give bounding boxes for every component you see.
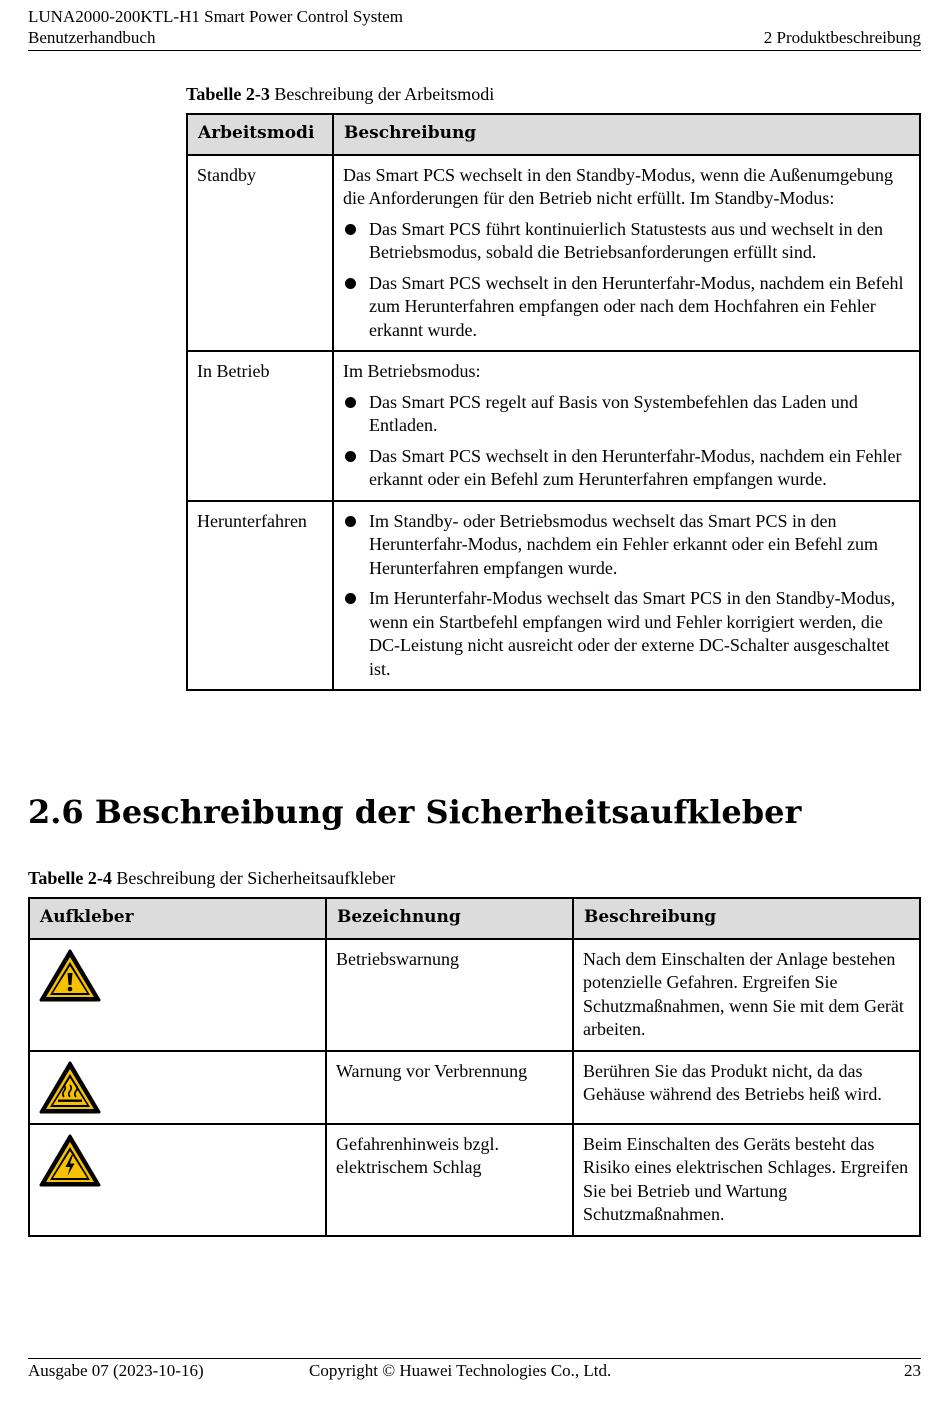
footer-divider [28, 1358, 921, 1359]
label-cell [29, 1124, 326, 1236]
table-row [29, 1051, 920, 1124]
description-cell [333, 501, 920, 691]
table-2-4-caption-label: Tabelle 2-4 [28, 868, 112, 888]
table-row [187, 155, 920, 352]
description-intro: Das Smart PCS wechselt in den Standby-Modus, wenn die Außenumgebung die Anforderungen für den Betrieb nicht erfüllt. Im Standby-Modus: [343, 164, 893, 208]
header-chapter: 2 Produktbeschreibung [763, 28, 921, 47]
operating-modes-table [186, 113, 921, 691]
column-header-label: Aufkleber [29, 898, 326, 939]
bullet-item: Das Smart PCS führt kontinuierlich Statustests aus und wechselt in den Betriebsmodus, sobald die Betriebsanforderungen erfüllt sind. [343, 218, 910, 265]
name-cell: Gefahrenhinweis bzgl. elektrischem Schlag [326, 1124, 573, 1236]
electric-shock-warning-icon [39, 1134, 101, 1188]
header-divider [28, 50, 921, 51]
table-header-row [29, 898, 920, 939]
section-heading: 2.6 Beschreibung der Sicherheitsaufkleber [28, 793, 802, 831]
table-2-3-caption [186, 83, 494, 105]
footer-issue: Ausgabe 07 (2023-10-16) [28, 1361, 204, 1380]
label-cell [29, 1051, 326, 1124]
description-cell [333, 155, 920, 352]
table-row [187, 501, 920, 691]
table-2-3-caption-text: Beschreibung der Arbeitsmodi [274, 84, 495, 104]
bullet-item: Das Smart PCS wechselt in den Herunterfahr-Modus, nachdem ein Fehler erkannt oder ein Befehl zum Herunterfahren empfangen wurde. [343, 445, 910, 492]
description-cell: Beim Einschalten des Geräts besteht das Risiko eines elektrischen Schlages. Ergreifen Sie bei Betrieb und Wartung Schutzmaßnahmen. [573, 1124, 920, 1236]
mode-cell: Herunterfahren [187, 501, 333, 691]
table-2-4-caption [28, 867, 395, 889]
column-header-description: Beschreibung [573, 898, 920, 939]
bullet-list [343, 391, 910, 492]
page-footer [28, 1360, 921, 1381]
name-cell: Warnung vor Verbrennung [326, 1051, 573, 1124]
description-cell: Nach dem Einschalten der Anlage bestehen potenzielle Gefahren. Ergreifen Sie Schutzmaßnahmen, wenn Sie mit dem Gerät arbeiten. [573, 939, 920, 1051]
label-cell [29, 939, 326, 1051]
bullet-list [343, 510, 910, 682]
table-header-row [187, 114, 920, 155]
table-2-3-caption-label: Tabelle 2-3 [186, 84, 270, 104]
bullet-item: Das Smart PCS wechselt in den Herunterfahr-Modus, nachdem ein Befehl zum Herunterfahren empfangen oder nach dem Hochfahren ein Fehler erkannt wurde. [343, 272, 910, 343]
header-manual-title: Benutzerhandbuch [28, 28, 156, 47]
table-2-4-caption-text: Beschreibung der Sicherheitsaufkleber [116, 868, 396, 888]
column-header-description: Beschreibung [333, 114, 920, 155]
bullet-item: Das Smart PCS regelt auf Basis von Systembefehlen das Laden und Entladen. [343, 391, 910, 438]
table-row [187, 351, 920, 501]
description-cell: Berühren Sie das Produkt nicht, da das Gehäuse während des Betriebs heiß wird. [573, 1051, 920, 1124]
bullet-list [343, 218, 910, 343]
page-header [28, 6, 921, 48]
mode-cell: Standby [187, 155, 333, 352]
description-cell [333, 351, 920, 501]
mode-cell: In Betrieb [187, 351, 333, 501]
bullet-item: Im Standby- oder Betriebsmodus wechselt das Smart PCS in den Herunterfahr-Modus, nachdem ein Fehler erkannt oder ein Befehl zum Herunterfahren empfangen wurde. [343, 510, 910, 581]
general-warning-icon [39, 949, 101, 1003]
hot-surface-warning-icon [39, 1061, 101, 1115]
safety-labels-table [28, 897, 921, 1237]
name-cell: Betriebswarnung [326, 939, 573, 1051]
column-header-mode: Arbeitsmodi [187, 114, 333, 155]
table-row [29, 939, 920, 1051]
column-header-name: Bezeichnung [326, 898, 573, 939]
page-number: 23 [904, 1361, 921, 1380]
header-product-title: LUNA2000-200KTL-H1 Smart Power Control System [28, 7, 403, 26]
bullet-item: Im Herunterfahr-Modus wechselt das Smart PCS in den Standby-Modus, wenn ein Startbefehl empfangen wird und Fehler korrigiert werden, die DC-Leistung nicht ausreicht oder der externe DC-Schalter ausgeschaltet ist. [343, 587, 910, 681]
table-row [29, 1124, 920, 1236]
footer-copyright: Copyright © Huawei Technologies Co., Ltd. [309, 1361, 612, 1380]
description-intro: Im Betriebsmodus: [343, 361, 481, 381]
